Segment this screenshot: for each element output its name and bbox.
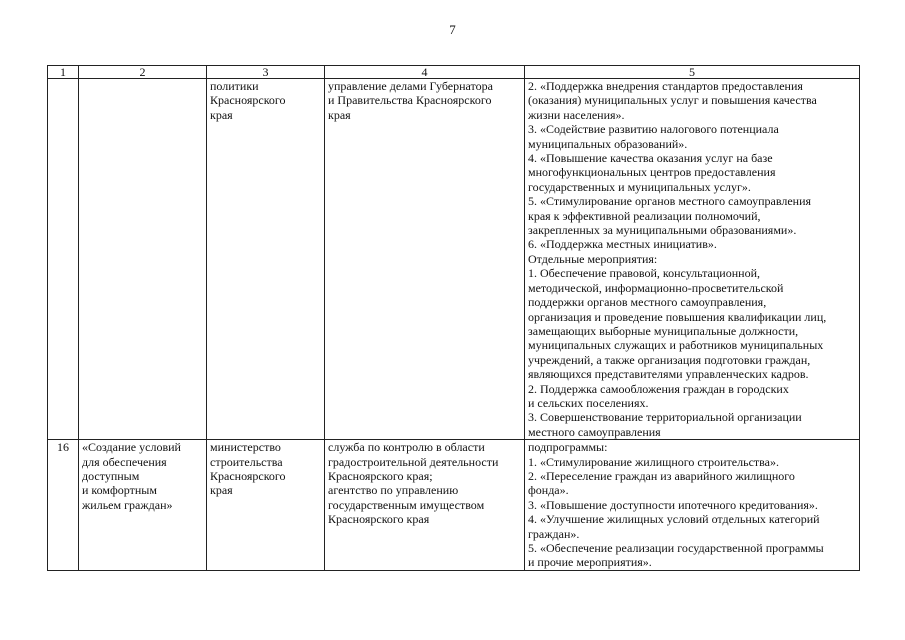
responsible-executor-cell: [207, 440, 325, 571]
cell-line: фонда».: [528, 483, 569, 498]
subprograms-cell: [525, 79, 860, 440]
cell-line: градостроительной деятельности: [328, 454, 499, 469]
cell-line: Красноярского: [210, 468, 286, 483]
cell-line: организация и проведение повышения квалификации лиц,: [528, 309, 827, 324]
cell-line: 4. «Улучшение жилищных условий отдельных категорий: [528, 512, 820, 527]
cell-line: края: [328, 107, 351, 122]
cell-line: муниципальных служащих и работников муниципальных: [528, 338, 824, 353]
cell-line: Красноярского: [210, 93, 286, 108]
cell-line: управление делами Губернатора: [328, 79, 493, 93]
cell-line: жизни населения».: [528, 107, 625, 122]
cell-line: жильем граждан»: [82, 497, 173, 512]
cell-line: агентство по управлению: [328, 483, 459, 498]
column-header-1: 1: [48, 66, 79, 79]
cell-line: 3. «Повышение доступности ипотечного кредитования».: [528, 497, 818, 512]
cell-line: 3. «Содействие развитию налогового потенциала: [528, 122, 779, 137]
column-header-4: 4: [325, 66, 525, 79]
cell-line: 2. «Переселение граждан из аварийного жилищного: [528, 468, 795, 483]
column-header-3: 3: [207, 66, 325, 79]
cell-line: 5. «Обеспечение реализации государственной программы: [528, 541, 824, 555]
row-number: 16: [48, 440, 79, 571]
cell-line: подпрограммы:: [528, 440, 608, 455]
cell-line: 1. «Стимулирование жилищного строительства».: [528, 454, 779, 469]
cell-line: 1. Обеспечение правовой, консультационной,: [528, 266, 760, 281]
cell-line: закрепленных за муниципальными образованиями».: [528, 223, 797, 238]
cell-line: доступным: [82, 468, 140, 483]
cell-line: 2. «Поддержка внедрения стандартов предоставления: [528, 79, 803, 93]
cell-line: муниципальных образований».: [528, 136, 688, 151]
cell-line: Красноярского края: [328, 512, 430, 527]
program-table: [47, 65, 860, 571]
cell-line: 2. Поддержка самообложения граждан в городских: [528, 381, 789, 396]
table-row: [48, 79, 860, 440]
cell-line: края: [210, 107, 233, 122]
cell-line: и сельских поселениях.: [528, 395, 649, 410]
cell-line: и комфортным: [82, 483, 157, 498]
cell-line: государственным имуществом: [328, 497, 485, 512]
cell-line: Отдельные мероприятия:: [528, 251, 658, 266]
responsible-executor-cell: [207, 79, 325, 440]
cell-line: строительства: [210, 454, 283, 469]
co-executors-cell: [325, 440, 525, 571]
cell-line: (оказания) муниципальных услуг и повышения качества: [528, 93, 817, 108]
cell-line: государственных и муниципальных услуг».: [528, 179, 751, 194]
row-number: [48, 79, 79, 440]
cell-line: 3. Совершенствование территориальной организации: [528, 410, 802, 425]
cell-line: поддержки органов местного самоуправления,: [528, 295, 767, 310]
cell-line: граждан».: [528, 526, 580, 541]
cell-line: многофункциональных центров предоставления: [528, 165, 776, 180]
cell-line: Красноярского края;: [328, 468, 433, 483]
table-row: [48, 440, 860, 571]
cell-line: края: [210, 483, 233, 498]
cell-line: учреждений, а также организация подготовки граждан,: [528, 352, 811, 367]
cell-line: министерство: [210, 440, 281, 455]
cell-line: края к эффективной реализации полномочий,: [528, 208, 761, 223]
cell-line: «Создание условий: [82, 440, 181, 455]
cell-line: служба по контролю в области: [328, 440, 485, 455]
cell-line: политики: [210, 79, 259, 93]
subprograms-cell: [525, 440, 860, 571]
cell-line: и прочие мероприятия».: [528, 555, 652, 570]
cell-line: 5. «Стимулирование органов местного самоуправления: [528, 194, 812, 209]
cell-line: местного самоуправления: [528, 424, 661, 439]
cell-line: замещающих выборные муниципальные должности,: [528, 323, 799, 338]
co-executors-cell: [325, 79, 525, 440]
program-name-cell: [79, 79, 207, 440]
table-header-row: [48, 66, 860, 79]
cell-line: методической, информационно-просветительской: [528, 280, 784, 295]
column-header-2: 2: [79, 66, 207, 79]
program-name-cell: [79, 440, 207, 571]
cell-line: 4. «Повышение качества оказания услуг на базе: [528, 151, 773, 166]
cell-line: для обеспечения: [82, 454, 167, 469]
cell-line: и Правительства Красноярского: [328, 93, 492, 108]
cell-line: являющихся представителями управленческих кадров.: [528, 367, 809, 382]
column-header-5: 5: [525, 66, 860, 79]
cell-line: 6. «Поддержка местных инициатив».: [528, 237, 717, 252]
page-number: 7: [449, 22, 456, 37]
